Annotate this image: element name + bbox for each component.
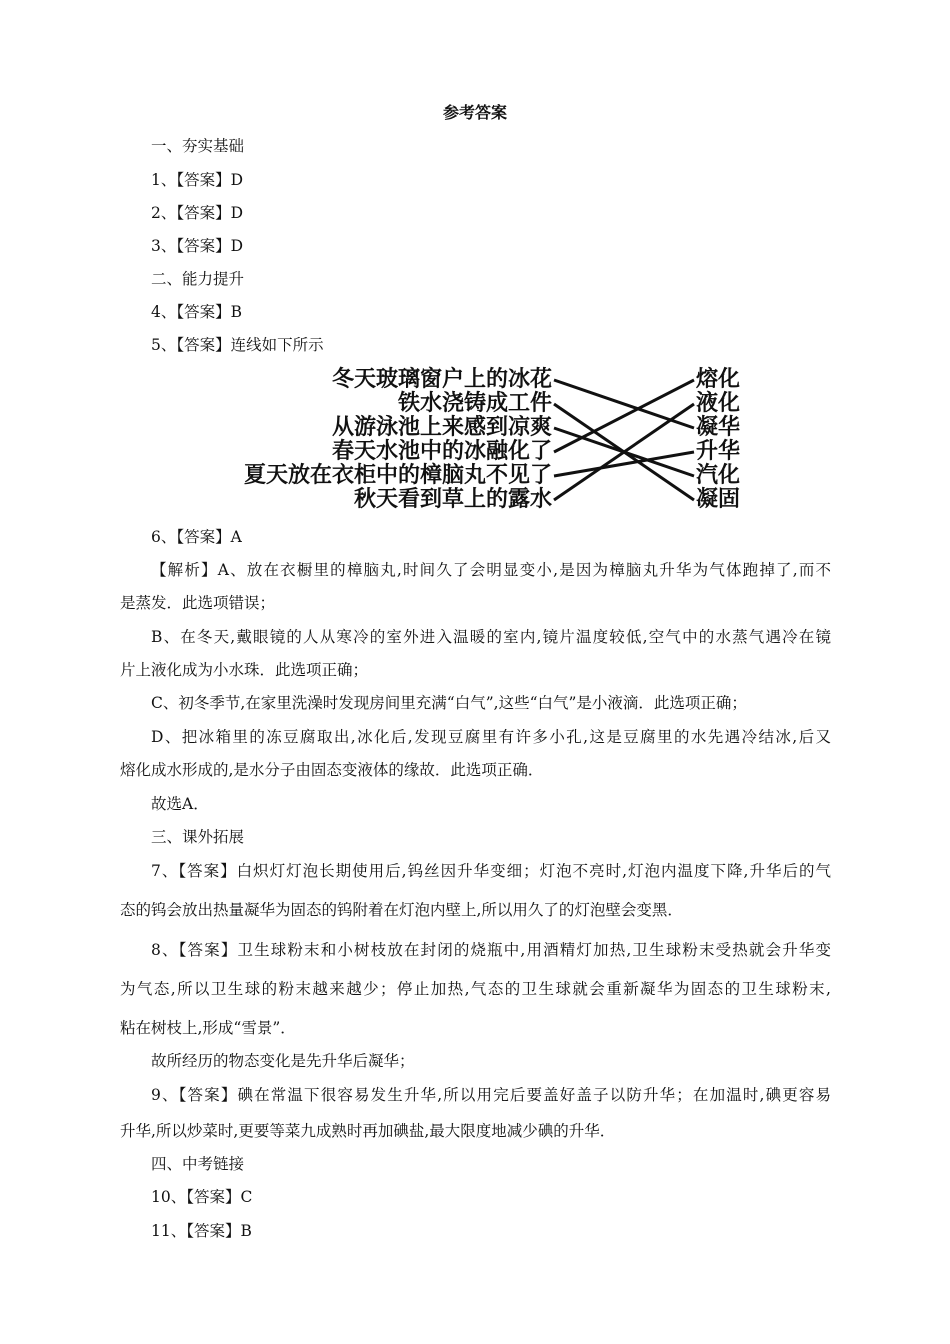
answer-3: 3、【答案】D (151, 237, 244, 255)
section-heading-1: 一、夯实基础 (151, 137, 245, 155)
matching-line (554, 452, 694, 476)
diagram-left-item: 从游泳池上来感到凉爽 (331, 415, 552, 440)
diagram-left-item: 冬天玻璃窗户上的冰花 (331, 367, 552, 392)
explanation-line: 片上液化成为小水珠．此选项正确； (120, 661, 369, 679)
explanation-line: 是蒸发．此选项错误； (120, 594, 276, 612)
diagram-right-item: 熔化 (696, 367, 741, 392)
diagram-left-item: 秋天看到草上的露水 (353, 487, 552, 512)
answer-8-cont: 粘在树枝上,形成“雪景”． (120, 1019, 296, 1037)
answer-11: 11、【答案】B (151, 1222, 252, 1240)
answer-7: 7、【答案】白炽灯灯泡长期使用后,钨丝因升华变细；灯泡不亮时,灯泡内温度下降,升华后的气 (151, 862, 831, 880)
diagram-right-item: 凝华 (696, 415, 741, 440)
answer-2: 2、【答案】D (151, 204, 244, 222)
explanation-line: 熔化成水形成的,是水分子由固态变液体的缘故．此选项正确． (120, 761, 544, 779)
answer-1: 1、【答案】D (151, 171, 244, 189)
diagram-left-item: 春天水池中的冰融化了 (331, 439, 552, 464)
answer-8: 8、【答案】卫生球粉末和小树枝放在封闭的烧瓶中,用酒精灯加热,卫生球粉末受热就会升华变 (151, 941, 831, 959)
explanation-line: B、在冬天,戴眼镜的人从寒冷的室外进入温暖的室内,镜片温度较低,空气中的水蒸气遇冷在镜 (151, 628, 831, 646)
answer-7-cont: 态的钨会放出热量凝华为固态的钨附着在灯泡内壁上,所以用久了的灯泡壁会变黑． (120, 901, 683, 919)
diagram-left-item: 铁水浇铸成工件 (397, 391, 552, 416)
explanation-line: C、初冬季节,在家里洗澡时发现房间里充满“白气”,这些“白气”是小液滴．此选项正确； (151, 694, 747, 712)
answer-9: 9、【答案】碘在常温下很容易发生升华,所以用完后要盖好盖子以防升华；在加温时,碘更容易 (151, 1086, 831, 1104)
matching-diagram (236, 364, 748, 512)
diagram-right-item: 汽化 (696, 463, 741, 488)
section-heading-4: 四、中考链接 (151, 1155, 245, 1173)
answer-8-conclusion: 故所经历的物态变化是先升华后凝华； (151, 1052, 415, 1070)
explanation-line: 【解析】A、放在衣橱里的樟脑丸,时间久了会明显变小,是因为樟脑丸升华为气体跑掉了,而不 (151, 561, 831, 579)
matching-line (554, 380, 694, 428)
answer-6: 6、【答案】A (151, 528, 242, 546)
answer-10: 10、【答案】C (151, 1188, 253, 1206)
answer-4: 4、【答案】B (151, 303, 243, 321)
diagram-right-item: 凝固 (696, 487, 741, 512)
answer-8-cont: 为气态,所以卫生球的粉末越来越少；停止加热,气态的卫生球就会重新凝华为固态的卫生球粉末, (120, 980, 831, 998)
answer-5: 5、【答案】连线如下所示 (151, 336, 324, 354)
section-heading-3: 三、课外拓展 (151, 828, 245, 846)
section-heading-2: 二、能力提升 (151, 270, 245, 288)
diagram-right-item: 液化 (696, 391, 741, 416)
explanation-line: D、把冰箱里的冻豆腐取出,冰化后,发现豆腐里有许多小孔,这是豆腐里的水先遇冷结冰,后又 (151, 728, 831, 746)
page-title: 参考答案 (442, 103, 507, 122)
answer-9-cont: 升华,所以炒菜时,更要等菜九成熟时再加碘盐,最大限度地减少碘的升华． (120, 1122, 616, 1140)
diagram-left-item: 夏天放在衣柜中的樟脑丸不见了 (243, 463, 552, 488)
matching-line (554, 380, 694, 452)
explanation-conclusion: 故选A． (151, 795, 209, 813)
diagram-right-item: 升华 (696, 439, 741, 464)
